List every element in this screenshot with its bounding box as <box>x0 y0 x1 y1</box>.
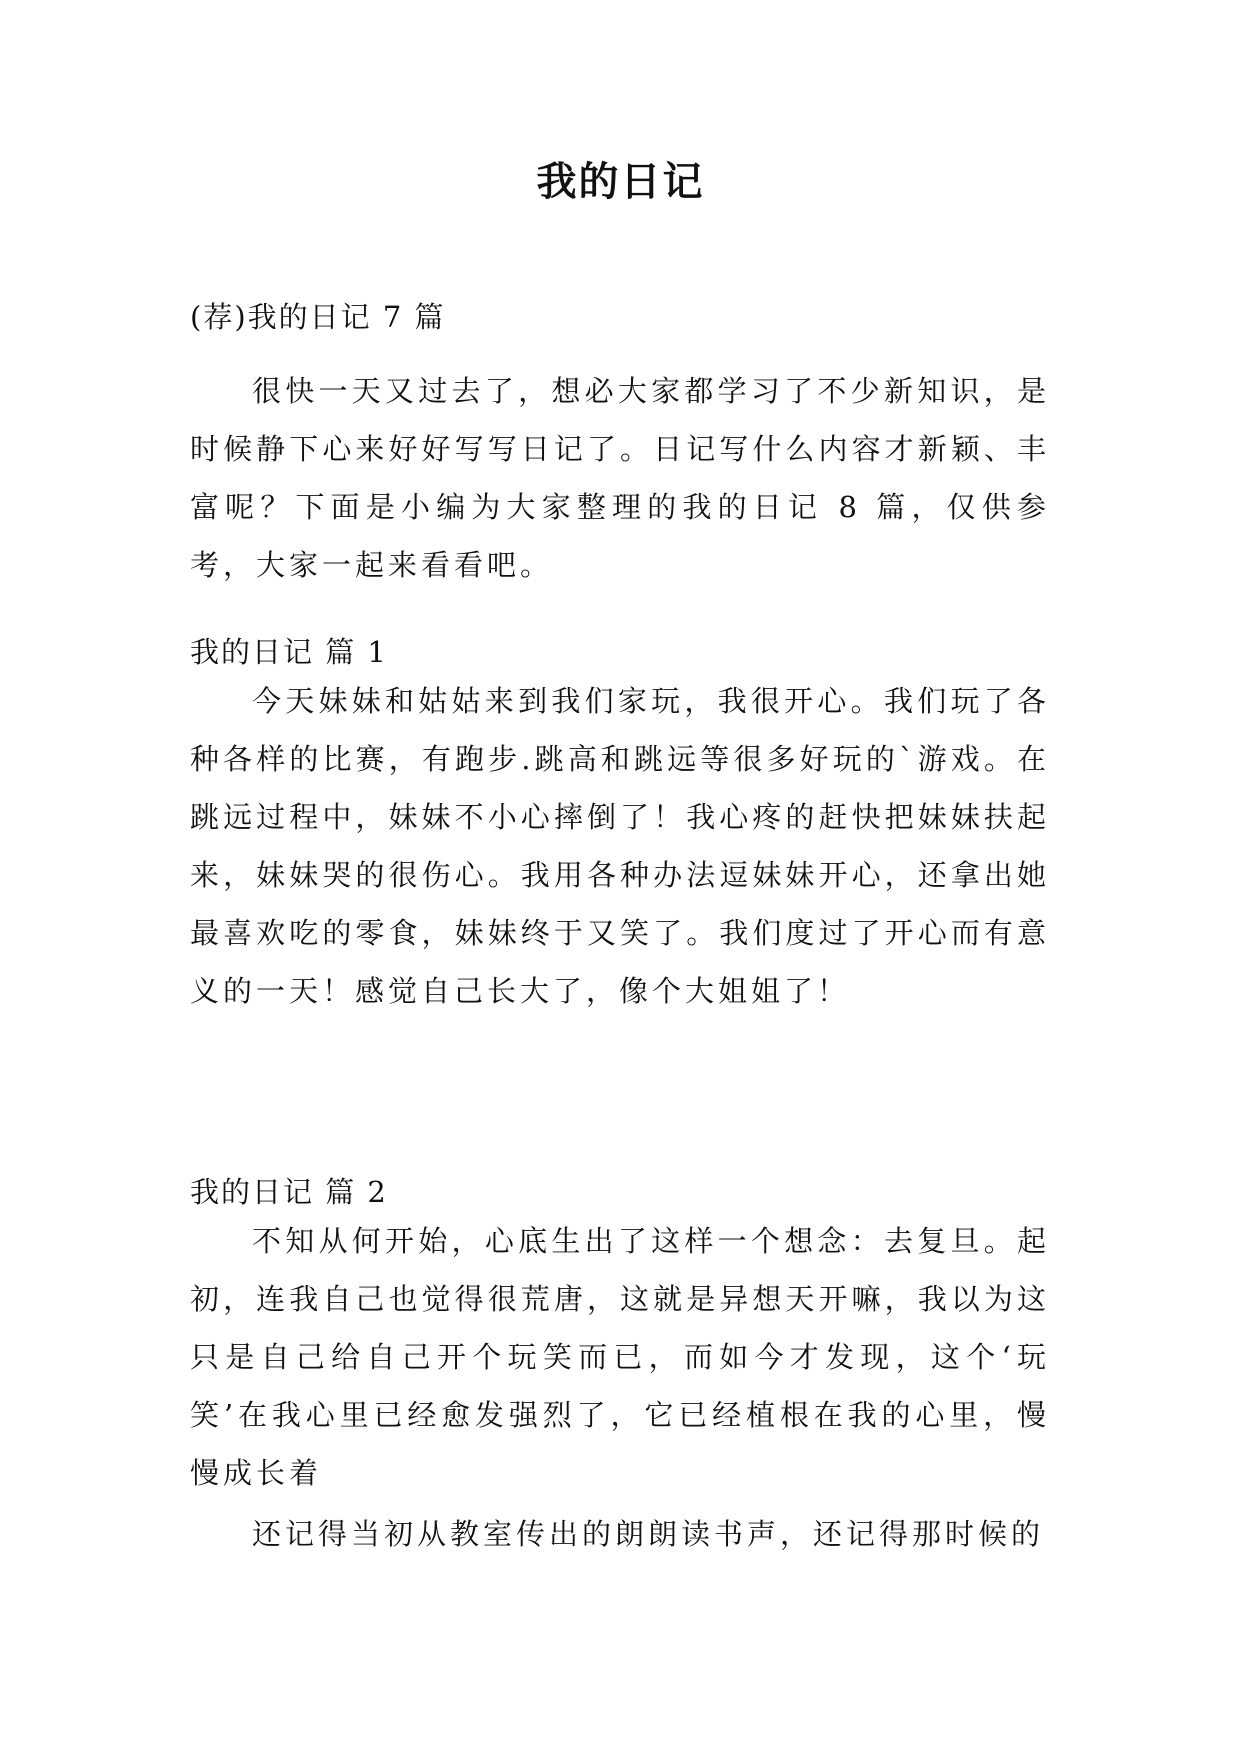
section-2-paragraph-1: 不知从何开始，心底生出了这样一个想念：去复旦。起初，连我自己也觉得很荒唐，这就是异想天开嘛，我以为这只是自己给自己开个玩笑而已，而如今才发现，这个‘玩笑’在我心里已经愈发强烈了，它已经植根在我的心里，慢慢成长着 <box>190 1224 1050 1490</box>
intro-paragraph: 很快一天又过去了，想必大家都学习了不少新知识，是时候静下心来好好写写日记了。日记写什么内容才新颖、丰富呢？下面是小编为大家整理的我的日记 8 篇，仅供参考，大家一起来看看吧。 <box>190 374 1050 582</box>
section-2-paragraph-2: 还记得当初从教室传出的朗朗读书声，还记得那时候的 <box>252 1517 1045 1551</box>
section-heading-2: 我的日记 篇 2 <box>190 1175 388 1209</box>
section-heading-1: 我的日记 篇 1 <box>190 635 388 669</box>
document-subtitle: (荐)我的日记 7 篇 <box>190 300 446 334</box>
document-title: 我的日记 <box>536 158 705 205</box>
section-1-paragraph: 今天妹妹和姑姑来到我们家玩，我很开心。我们玩了各种各样的比赛，有跑步.跳高和跳远等很多好玩的`游戏。在跳远过程中，妹妹不小心摔倒了！我心疼的赶快把妹妹扶起来，妹妹哭的很伤心。我用各种办法逗妹妹开心，还拿出她最喜欢吃的零食，妹妹终于又笑了。我们度过了开心而有意义的一天！感觉自己长大了，像个大姐姐了！ <box>190 684 1050 1008</box>
